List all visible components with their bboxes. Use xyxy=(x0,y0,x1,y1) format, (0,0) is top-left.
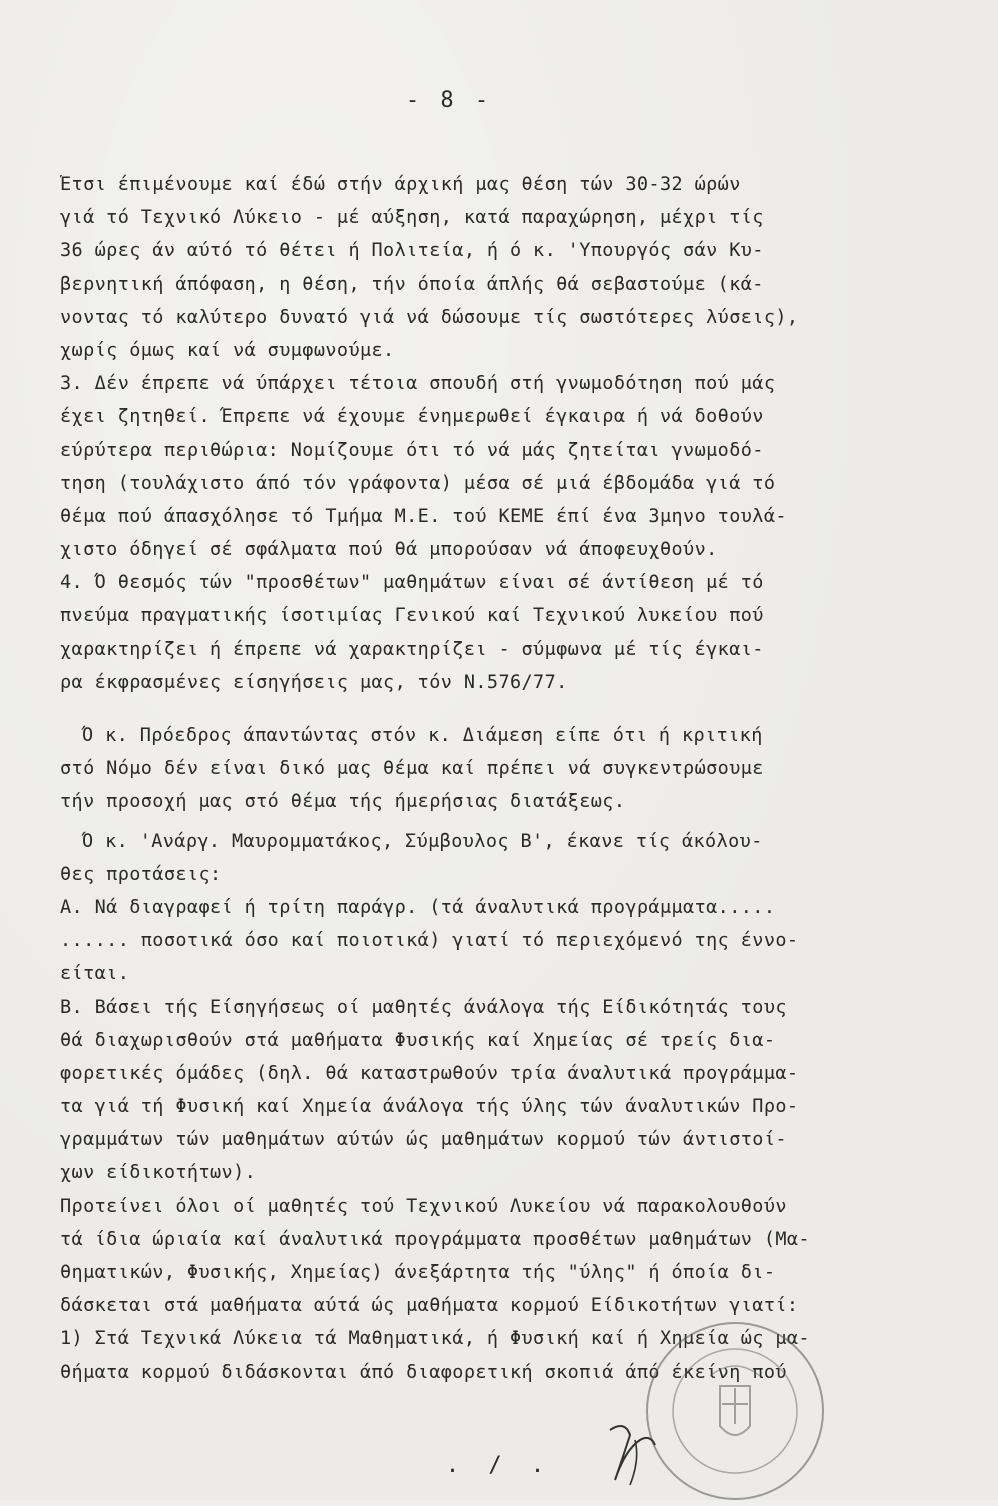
text-line: 3. Δέν έπρεπε νά ύπάρχει τέτοια σπουδή στή γνωμοδότηση πού μάς xyxy=(60,373,776,395)
text-line: βερνητική άπόφαση, η θέση, τήν όποία άπλής θά σεβαστούμε (κά- xyxy=(60,273,764,295)
text-line: πνεύμα πραγματικής ίσοτιμίας Γενικού καί Τεχνικού λυκείου πού xyxy=(60,605,764,627)
text-line: χαρακτηρίζει ή έπρεπε νά χαρακτηρίζει - σύμφωνα μέ τίς έγκαι- xyxy=(60,638,764,660)
text-line: γραμμάτων τών μαθημάτων αύτών ώς μαθημάτων κορμού τών άντιστοί- xyxy=(60,1129,787,1151)
text-line: Έτσι έπιμένουμε καί έδώ στήν άρχική μας θέση τών 30-32 ώρών xyxy=(60,174,741,195)
document-body xyxy=(60,168,920,1389)
text-line: Β. Βάσει τής Είσηγήσεως οί μαθητές άνάλογα τής Είδικότητάς τους xyxy=(60,996,787,1018)
text-line: είται. xyxy=(60,963,130,985)
text-line: Ό κ. Πρόεδρος άπαντώντας στόν κ. Διάμεση είπε ότι ή κριτική xyxy=(82,725,763,746)
text-line: χωρίς όμως καί νά συμφωνούμε. xyxy=(60,339,395,361)
text-line: θά διαχωρισθούν στά μαθήματα Φυσικής καί Χημείας σέ τρείς δια- xyxy=(60,1029,776,1051)
text-line: έχει ζητηθεί. Έπρεπε νά έχουμε ένημερωθεί έγκαιρα ή νά δοθούν xyxy=(60,406,764,428)
handwritten-signature xyxy=(600,1410,670,1490)
text-line: θες προτάσεις: xyxy=(60,863,222,885)
text-line: 1) Στά Τεχνικά Λύκεια τά Μαθηματικά, ή Φυσική καί ή Χημεία ώς μα- xyxy=(60,1328,810,1350)
text-line: φορετικές όμάδες (δηλ. θά καταστρωθούν τρία άναλυτικά προγράμμα- xyxy=(60,1062,799,1084)
text-line: χων είδικοτήτων). xyxy=(60,1162,257,1184)
text-line: Α. Νά διαγραφεί ή τρίτη παράγρ. (τά άναλυτικά προγράμματα..... xyxy=(60,896,776,918)
text-line: Ό κ. 'Ανάργ. Μαυρομματάκος, Σύμβουλος Β', έκανε τίς άκόλου- xyxy=(82,830,763,852)
text-line: τα γιά τή Φυσική καί Χημεία άνάλογα τής ύλης τών άναλυτικών Προ- xyxy=(60,1096,799,1118)
text-line: τά ίδια ώριαία καί άναλυτικά προγράμματα προσθέτων μαθημάτων (Μα- xyxy=(60,1228,810,1250)
continuation-mark: . / . xyxy=(445,1453,553,1478)
text-line: ρα έκφρασμένες είσηγήσεις μας, τόν Ν.576/77. xyxy=(60,671,568,693)
text-line: στό Νόμο δέν είναι δικό μας θέμα καί πρέπει νά συγκεντρώσουμε xyxy=(60,758,764,780)
text-line: τήν προσοχή μας στό θέμα τής ήμερήσιας διατάξεως. xyxy=(60,791,626,813)
page-number: - 8 - xyxy=(405,88,493,113)
text-line: χιστο όδηγεί σέ σφάλματα πού θά μπορούσαν νά άποφευχθούν. xyxy=(60,539,718,561)
text-line: Προτείνει όλοι οί μαθητές τού Τεχνικού Λυκείου νά παρακολουθούν xyxy=(60,1195,787,1217)
text-line: θήματα κορμού διδάσκονται άπό διαφορετική σκοπιά άπό έκείνη πού xyxy=(60,1361,787,1383)
text-line: νοντας τό καλύτερο δυνατό γιά νά δώσουμε τίς σωστότερες λύσεις), xyxy=(60,306,799,328)
text-line: γιά τό Τεχνικό Λύκειο - μέ αύξηση, κατά παραχώρηση, μέχρι τίς xyxy=(60,207,764,229)
text-line: δάσκεται στά μαθήματα αύτά ώς μαθήματα κορμού Είδικοτήτων γιατί: xyxy=(60,1295,799,1317)
text-line: εύρύτερα περιθώρια: Νομίζουμε ότι τό νά μάς ζητείται γνωμοδό- xyxy=(60,439,764,461)
text-line: ...... ποσοτικά όσο καί ποιοτικά) γιατί τό περιεχόμενό της έννο- xyxy=(60,930,799,952)
text-line: θηματικών, Φυσικής, Χημείας) άνεξάρτητα τής "ύλης" ή όποία δι- xyxy=(60,1262,776,1283)
text-line: θέμα πού άπασχόλησε τό Τμήμα Μ.Ε. τού ΚΕΜΕ έπί ένα 3μηνο τουλά- xyxy=(60,505,787,527)
text-line: τηση (τουλάχιστο άπό τόν γράφοντα) μέσα σέ μιά έβδομάδα γιά τό xyxy=(60,472,776,494)
text-line: 4. Ό θεσμός τών "προσθέτων" μαθημάτων είναι σέ άντίθεση μέ τό xyxy=(60,572,764,594)
text-line: 36 ώρες άν αύτό τό θέτει ή Πολιτεία, ή ό κ. 'Υπουργός σάν Κυ- xyxy=(60,240,764,262)
